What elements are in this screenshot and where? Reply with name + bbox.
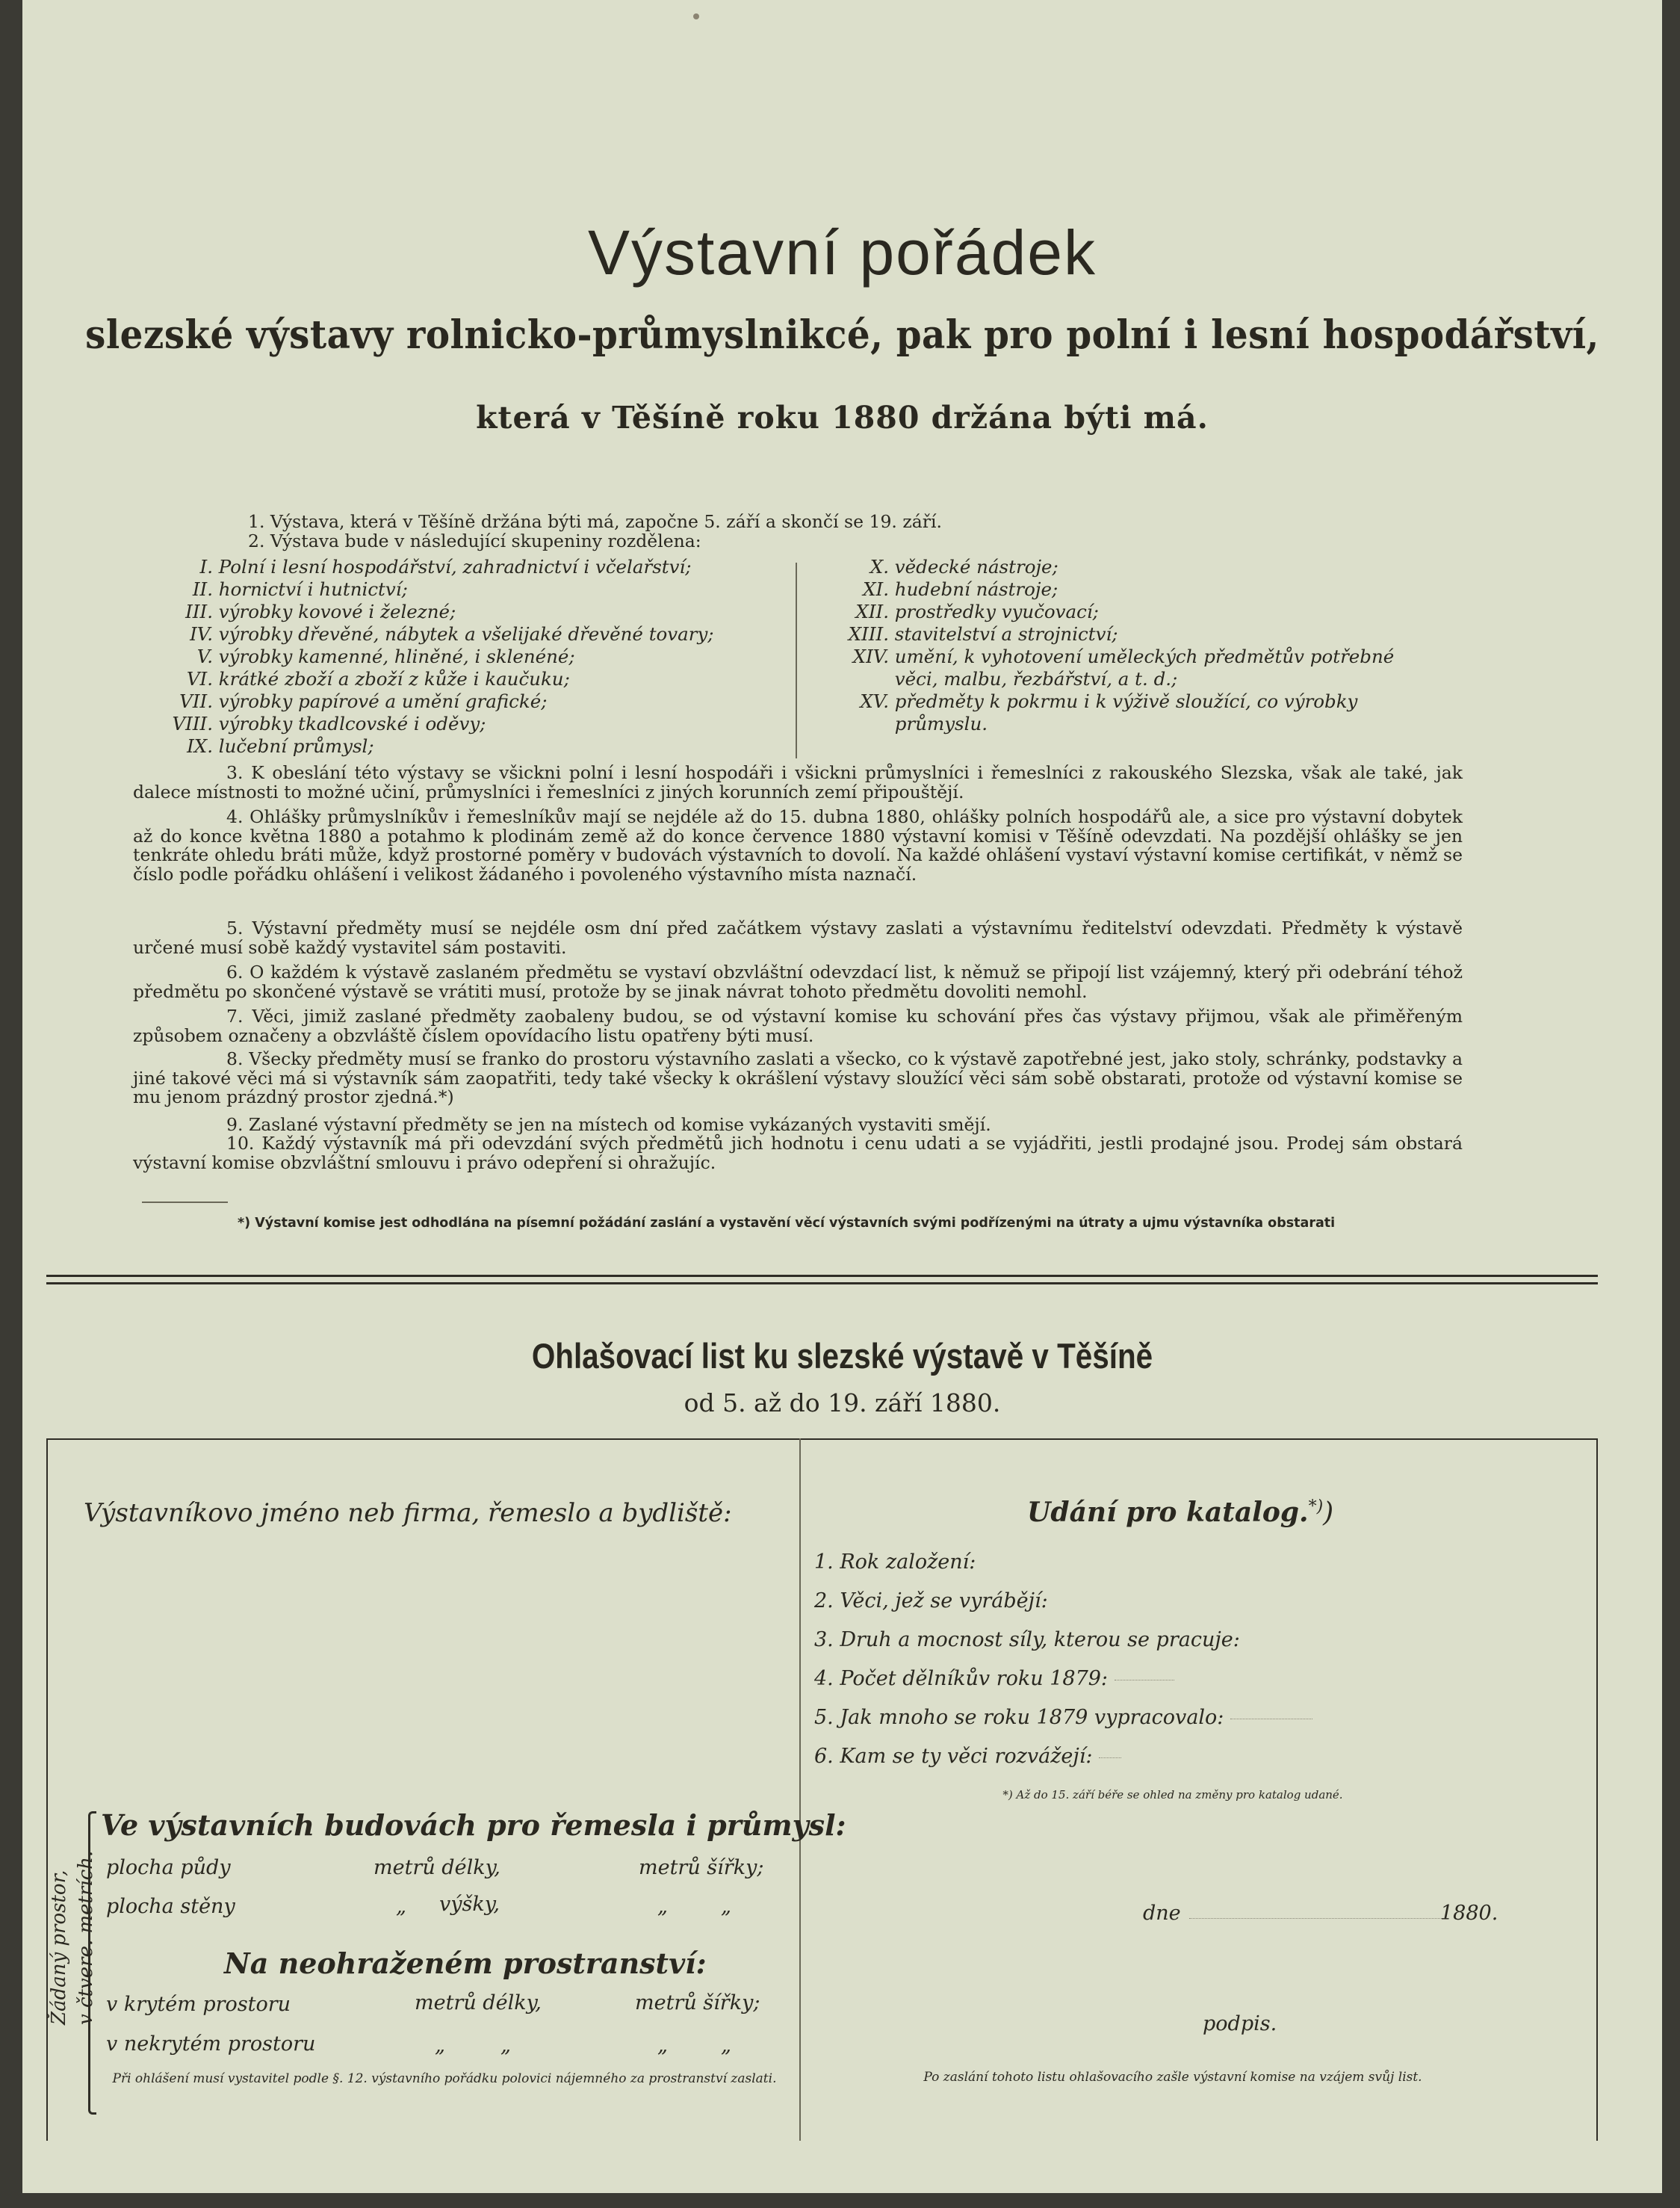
catalog-item: 3. Druh a mocnost síly, kterou se pracuje: bbox=[814, 1628, 1240, 1651]
group-item: průmyslu. bbox=[894, 713, 988, 735]
rule-5: 5. Výstavní předměty musí se nejdéle osm dní před začátkem výstavy zaslati a výstavnímu ředitelství odevzdati. Předměty k výstavě určené musí sobě každý vystavitel sám postaviti. bbox=[133, 918, 1463, 958]
catalog-heading: Udání pro katalog.*)) bbox=[1027, 1497, 1334, 1528]
form-frame bbox=[46, 1438, 1598, 1440]
side-label-1: Žádaný prostor, bbox=[48, 1870, 70, 2025]
catalog-item: 4. Počet dělníkův roku 1879: bbox=[814, 1667, 1174, 1690]
form-frame bbox=[46, 1438, 48, 2141]
rule-1: 1. Výstava, která v Těšíně držána býti má, započne 5. září a skončí se 19. září. bbox=[248, 511, 942, 532]
row-unit: metrů délky, bbox=[415, 1991, 542, 2014]
catalog-item: 1. Rok založení: bbox=[814, 1550, 976, 1574]
separator-rule bbox=[46, 1275, 1598, 1277]
ditto-mark: „ bbox=[500, 2034, 511, 2057]
group-item: IV. výrobky dřevěné, nábytek a všelijaké dřevěné tovary; bbox=[190, 623, 714, 645]
open-space-heading: Na neohraženém prostranství: bbox=[224, 1946, 707, 1980]
exhibitor-label: Výstavníkovo jméno neb firma, řemeslo a bydliště: bbox=[84, 1498, 732, 1528]
form-divider bbox=[799, 1438, 801, 2141]
document-page bbox=[22, 0, 1662, 2193]
catalog-item: 6. Kam se ty věci rozvážejí: bbox=[814, 1745, 1121, 1768]
group-item: XV. předměty k pokrmu i k výživě sloužící, co výrobky bbox=[860, 690, 1358, 712]
group-item: XIV. umění, k vyhotovení uměleckých předmětův potřebné bbox=[852, 646, 1395, 667]
page-title: Výstavní pořádek bbox=[587, 217, 1097, 288]
group-item: XIII. stavitelství a strojnictví; bbox=[848, 623, 1118, 645]
footnote: *) Výstavní komise jest odhodlána na písemní požádání zaslání a vystavění věcí výstavních svými podřízenými na útraty a ujmu výstavníka obstarati bbox=[238, 1216, 1336, 1231]
group-item: I. Polní i lesní hospodářství, zahradnictví i včelařství; bbox=[199, 556, 692, 578]
right-bottom-note: Po zaslání tohoto listu ohlašovacího zašle výstavní komise na vzájem svůj list. bbox=[923, 2070, 1422, 2085]
date-label: dne bbox=[1143, 1902, 1181, 1925]
paper-speck bbox=[693, 13, 699, 19]
side-label-2: v čtvere. metrích. bbox=[75, 1850, 97, 2025]
rule-4: 4. Ohlášky průmyslníkův i řemeslníkův mají se nejdéle až do 15. dubna 1880, ohlášky polních hospodářů ale, a sice pro výstavní dobytek až do konce května 1880 a potahmo k plodinám země až do konce července 1880 výstavní komisi v Těšíně odevzdati. Na pozdější ohlášky se jen tenkráte ohledu bráti může, když prostorné poměry v budovách výstavních to dovolí. Na každé ohlášení vystaví výstavní komise certifikát, v němž se číslo podle pořádku ohlášení i velikost žádaného i povoleného výstavního místa naznačí. bbox=[133, 806, 1463, 885]
left-bottom-note: Při ohlášení musí vystavitel podle §. 12. výstavního pořádku polovici nájemného za prostranství zaslati. bbox=[112, 2071, 777, 2086]
ditto-mark: „ bbox=[721, 1895, 731, 1918]
group-item: XI. hudební nástroje; bbox=[863, 578, 1058, 600]
ditto-mark: „ bbox=[657, 1895, 668, 1918]
form-title: Ohlašovací list ku slezské výstavě v Těšíně bbox=[531, 1336, 1153, 1376]
catalog-item: 5. Jak mnoho se roku 1879 vypracovalo: bbox=[814, 1706, 1312, 1729]
row-label: plocha půdy bbox=[106, 1856, 231, 1879]
separator-rule bbox=[46, 1282, 1598, 1284]
group-item: IX. lučební průmysl; bbox=[187, 735, 374, 757]
group-item: věci, malbu, řezbářství, a t. d.; bbox=[894, 668, 1178, 690]
catalog-note: *) Až do 15. září béře se ohled na změny pro katalog udané. bbox=[1002, 1788, 1343, 1802]
page-place-line: která v Těšíně roku 1880 držána býti má. bbox=[476, 400, 1209, 436]
date-year: 1880. bbox=[1440, 1902, 1498, 1925]
rule-9: 9. Zaslané výstavní předměty se jen na místech od komise vykázaných vystaviti smějí. bbox=[226, 1114, 991, 1135]
rule-3: 3. K obeslání této výstavy se všickni polní i lesní hospodáři i všickni průmyslníci i řemeslníci z rakouského Slezska, však ale také, jak dalece místnosti to možné učiní, průmyslníci i řemeslníci z jiných korunních zemí připouštějí. bbox=[133, 762, 1463, 803]
rule-6: 6. O každém k výstavě zaslaném předmětu se vystaví obzvláštní odevzdací list, k němuž se připojí list vzájemný, který při odebrání téhož předmětu po skončené výstavě se vrátiti musí, protože by se jinak návrat tohoto předmětu dovoliti nemohl. bbox=[133, 962, 1463, 1002]
row-label: plocha stěny bbox=[106, 1895, 235, 1918]
rule-7: 7. Věci, jimiž zaslané předměty zaobaleny budou, se od výstavní komise ku schování přes čas výstavy přijmou, však ale přiměřeným způsobem označeny a obzvláště číslem opovídacího listu opatřeny býti musí. bbox=[133, 1006, 1463, 1046]
row-unit: metrů šířky; bbox=[639, 1856, 764, 1879]
group-item: V. výrobky kamenné, hliněné, i sklenéné; bbox=[196, 646, 575, 667]
group-item: VI. krátké zboží a zboží z kůže i kaučuku; bbox=[186, 668, 570, 690]
rule-10: 10. Každý výstavník má při odevzdání svých předmětů jich hodnotu i cenu udati a se vyjádřiti, jestli prodajné jsou. Prodej sám obstará výstavní komise obzvláštní smlouvu i právo odepření si ohražujíc. bbox=[133, 1133, 1463, 1173]
group-item: XII. prostředky vyučovací; bbox=[855, 601, 1099, 622]
group-item: III. výrobky kovové i železné; bbox=[185, 601, 456, 622]
row-unit: metrů délky, bbox=[373, 1856, 500, 1879]
group-item: II. hornictví i hutnictví; bbox=[192, 578, 408, 600]
rule-2: 2. Výstava bude v následující skupeniny rozdělena: bbox=[248, 531, 701, 551]
row-label: v krytém prostoru bbox=[106, 1993, 291, 2016]
signature-label: podpis. bbox=[1203, 2012, 1277, 2035]
group-item: VII. výrobky papírové a umění grafické; bbox=[179, 690, 548, 712]
catalog-item: 2. Věci, jež se vyrábějí: bbox=[814, 1589, 1048, 1612]
group-item: X. vědecké nástroje; bbox=[870, 556, 1058, 578]
ditto-mark: „ bbox=[396, 1895, 406, 1918]
date-field-line bbox=[1189, 1918, 1443, 1919]
ditto-mark: „ bbox=[721, 2034, 731, 2057]
rule-8: 8. Všecky předměty musí se franko do prostoru výstavního zaslati a všecko, co k výstavě zapotřebné jest, jako stoly, schránky, podstavky a jiné takové věci má si výstavník sám zaopatřiti, tedy také všecky k okrášlení výstavy sloužící věci sám sobě obstarati, protože od výstavní komise se mu jenom prázdný prostor zjedná.*) bbox=[133, 1048, 1463, 1107]
buildings-heading: Ve výstavních budovách pro řemesla i průmysl: bbox=[101, 1808, 846, 1842]
row-label: v nekrytém prostoru bbox=[106, 2032, 316, 2056]
group-item: VIII. výrobky tkadlcovské i oděvy; bbox=[172, 713, 486, 735]
ditto-mark: „ bbox=[657, 2034, 668, 2057]
row-unit: výšky, bbox=[439, 1893, 500, 1916]
ditto-mark: „ bbox=[435, 2034, 445, 2057]
footnote-rule bbox=[142, 1202, 228, 1203]
page-subtitle: slezské výstavy rolnicko-průmyslnikcé, pak pro polní i lesní hospodářství, bbox=[85, 312, 1599, 358]
row-unit: metrů šířky; bbox=[635, 1991, 760, 2014]
form-dates: od 5. až do 19. září 1880. bbox=[684, 1388, 1001, 1417]
form-frame bbox=[1596, 1438, 1598, 2141]
